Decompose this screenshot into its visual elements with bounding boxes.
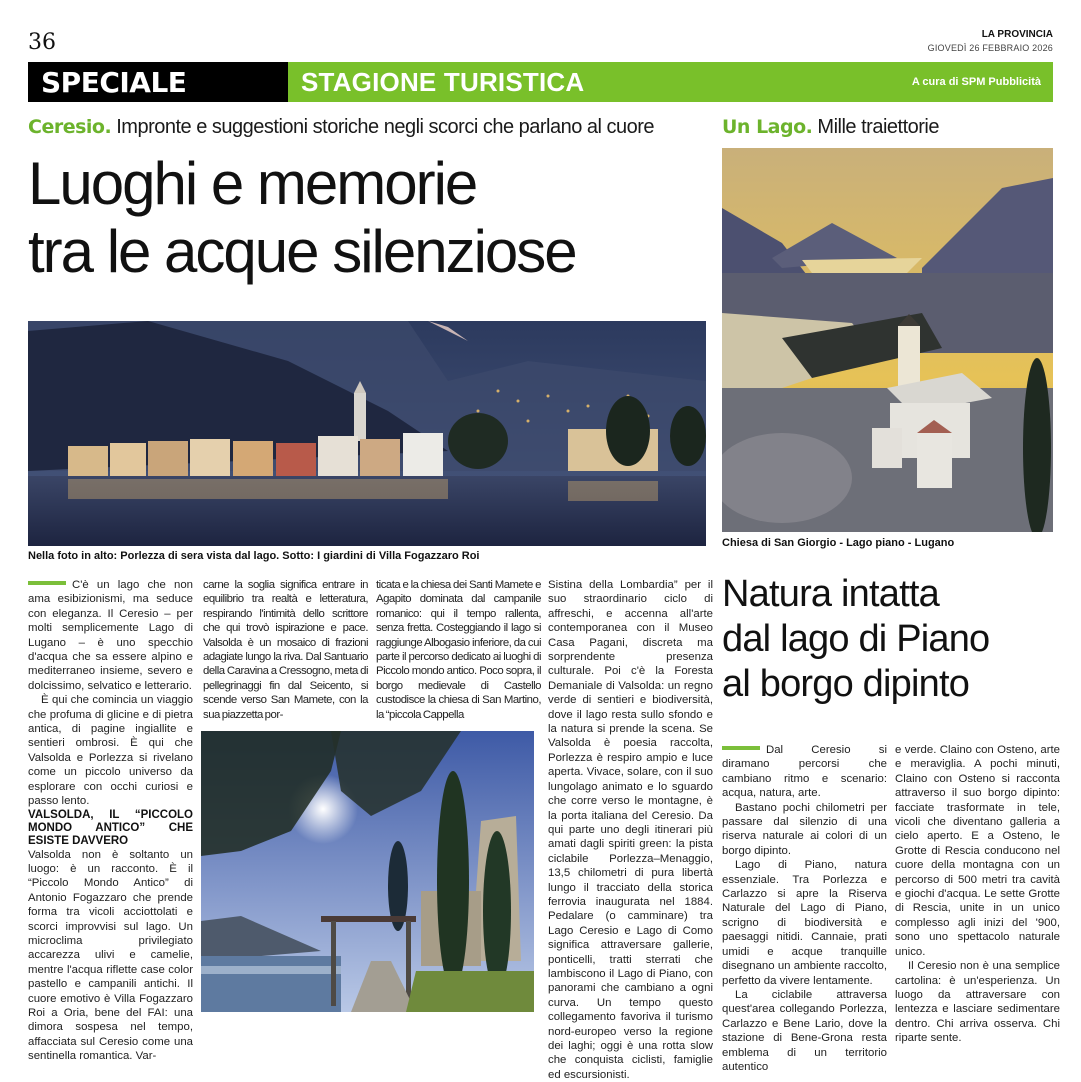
section-label: SPECIALE	[28, 62, 288, 102]
side-headline	[722, 572, 989, 707]
paragraph	[28, 578, 193, 693]
subheading: VALSOLDA, IL “PICCOLO MONDO ANTICO” CHE ESISTE DAVVERO	[28, 808, 193, 847]
side-kicker-lead: Un Lago.	[722, 116, 813, 138]
section-title: STAGIONE TURISTICA	[301, 66, 585, 97]
paragraph-text: Dal Ceresio si diramano percorsi che cambiano ritmo e scenario: acqua, natura, arte.	[722, 744, 887, 800]
photo-chiesa-san-giorgio	[722, 148, 1053, 532]
main-photo-caption: Nella foto in alto: Porlezza di sera vista dal lago. Sotto: I giardini di Villa Fogazzaro Roi	[28, 550, 480, 562]
issue-date: GIOVEDÌ 26 FEBBRAIO 2026	[927, 43, 1053, 53]
lead-rule	[28, 581, 66, 585]
photo-porlezza-night-image	[28, 321, 706, 546]
photo-villa-fogazzaro-gardens	[201, 731, 534, 1012]
paragraph: ticata e la chiesa dei Santi Mamete e Agapito dominata dal campanile romanico: qui il tempo rallenta, senza fretta. Costeggiando il lago si raggiunge Albogasio inferiore, da cui parte il percorso dedicato ai luoghi di Piccolo mondo antico. Poco sopra, il borgo medievale di Castello custodisce la chiesa di San Martino, la “piccola Cappella	[376, 579, 541, 721]
side-headline-line: dal lago di Piano	[722, 618, 990, 660]
main-headline-line: Luoghi e memorie	[28, 150, 477, 217]
side-column-1	[722, 743, 887, 1074]
main-column-4	[548, 578, 713, 1082]
section-credit: A cura di SPM Pubblicità	[911, 76, 1041, 88]
newspaper-name: LA PROVINCIA	[981, 29, 1053, 40]
main-kicker	[28, 116, 654, 139]
main-headline-line: tra le acque silenziose	[28, 218, 576, 285]
side-headline-line: al borgo dipinto	[722, 663, 970, 705]
main-kicker-text: Impronte e suggestioni storiche negli scorci che parlano al cuore	[111, 116, 655, 138]
paragraph: Valsolda non è soltanto un luogo: è un racconto. È il “Piccolo Mondo Antico” di Antonio Fogazzaro che prende forma tra vicoli acciottolati e scorci improvvisi sul lago. Un microclima privilegiato accarezza ulivi e camelie, mentre l'acqua riflette case color pastello e campanili antichi. Il cuore emotivo è Villa Fogazzaro Roi a Oria, bene del FAI: una dimora sospesa nel tempo, affacciata sul Ceresio come una sentinella romantica. Var-	[28, 848, 193, 1063]
paragraph: Lago di Piano, natura essenziale. Tra Porlezza e Carlazzo si apre la Riserva Naturale del Lago di Piano, scrigno di biodiversità e paesaggi nitidi. Cannaie, prati umidi e acque tranquille disegnano un ambiente raccolto, perfetto da vivere lentamente.	[722, 859, 887, 987]
paragraph: Bastano pochi chilometri per passare dal silenzio di una riserva naturale ai colori di un borgo dipinto.	[722, 801, 887, 857]
lead-rule	[722, 746, 760, 750]
main-column-2	[203, 578, 368, 722]
side-column-2	[895, 743, 1060, 1046]
side-kicker-text: Mille traiettorie	[812, 116, 939, 138]
paragraph: Il Ceresio non è una semplice cartolina: è un'esperienza. Un luogo da attraversare con lentezza e lasciare sedimentare dentro. Chi arriva osserva. Chi riparte sente.	[895, 960, 1060, 1045]
paragraph: È qui che comincia un viaggio che profuma di glicine e di pietra antica, di pagine ingiallite e sentieri ombrosi. È qui che Valsolda e Porlezza si rivelano come un piccolo universo da esplorare con occhi curiosi e passo lento.	[28, 694, 193, 808]
page-number: 36	[28, 30, 56, 55]
paragraph	[722, 743, 887, 801]
paragraph: e verde. Claino con Osteno, arte e meraviglia. A pochi minuti, Claino con Osteno si racconta attraverso il suo borgo dipinto: facciate trasformate in tele, vicoli che diventano galleria a cielo aperto. E a Osteno, le Grotte di Rescia conducono nel cuore della montagna con un percorso di 500 metri tra cavità e giochi d'acqua. Le sette Grotte di Rescia, unite in un unico complesso agli inizi del '900, sono uno spettacolo naturale unico.	[895, 744, 1060, 958]
section-band	[28, 62, 1053, 102]
paragraph: carne la soglia significa entrare in equilibrio tra realtà e letteratura, respirando l'intimità dello scrittore che qui trovò ispirazione e pace. Valsolda è un mosaico di frazioni adagiate lungo la riva. Dal Santuario della Caravina a Cressogno, meta di pellegrinaggi fin dal Seicento, si scende verso San Mamete, con la sua piazzetta por-	[203, 579, 368, 721]
side-kicker	[722, 116, 939, 139]
section-title-bar	[288, 62, 1053, 102]
photo-villa-fogazzaro-gardens-image	[201, 731, 534, 1012]
paragraph-text: C'è un lago che non ama esibizionismi, ma seduce con eleganza. Il Ceresio – per molti semplicemente Lago di Lugano – è uno specchio d'acqua che sa essere alpino e mediterraneo insieme, severo e dolcissimo, selvatico e letterario.	[28, 579, 193, 692]
side-photo-caption: Chiesa di San Giorgio - Lago piano - Lugano	[722, 537, 955, 549]
photo-porlezza-night	[28, 321, 706, 546]
photo-chiesa-san-giorgio-image	[722, 148, 1053, 532]
side-headline-line: Natura intatta	[722, 573, 939, 615]
main-kicker-lead: Ceresio.	[28, 116, 112, 138]
main-column-3	[376, 578, 541, 722]
main-headline	[28, 150, 576, 286]
paragraph: La ciclabile attraversa quest'area collegando Porlezza, Carlazzo e Bene Lario, dove la stazione di Bene-Grona resta emblema di un territorio autentico	[722, 988, 887, 1073]
paragraph: Sistina della Lombardia” per il suo straordinario ciclo di affreschi, e accenna all'arte contemporanea con il Museo Casa Pagani, discreta ma sorprendente presenza culturale. Poi c'è la Foresta Demaniale di Valsolda: un regno verde di sentieri e biodiversità, dove il lago resta sullo sfondo e la natura si prende la scena. Se Valsolda è poesia raccolta, Porlezza è respiro ampio e luce aperta. Vivace, solare, con il suo lungolago animato e lo sguardo che corre verso le montagne, è la porta italiana del Ceresio. Da qui parte uno degli itinerari più amati dagli spiriti green: la pista ciclabile Porlezza–Menaggio, 13,5 chilometri di pura libertà lungo il tracciato della storica ferrovia inaugurata nel 1884. Pedalare (o camminare) tra Lago Ceresio e Lago di Como significa attraversare gallerie, ponticelli, tratti sterrati che lambiscono il Lago di Piano, con panorami che cambiano a ogni curva. Un tempo questo collegamento favoriva il turismo nord-europeo verso la regione dei laghi; oggi è una rotta slow che conquista ciclisti, famiglie ed escursionisti.	[548, 579, 713, 1081]
main-column-1	[28, 578, 193, 1064]
